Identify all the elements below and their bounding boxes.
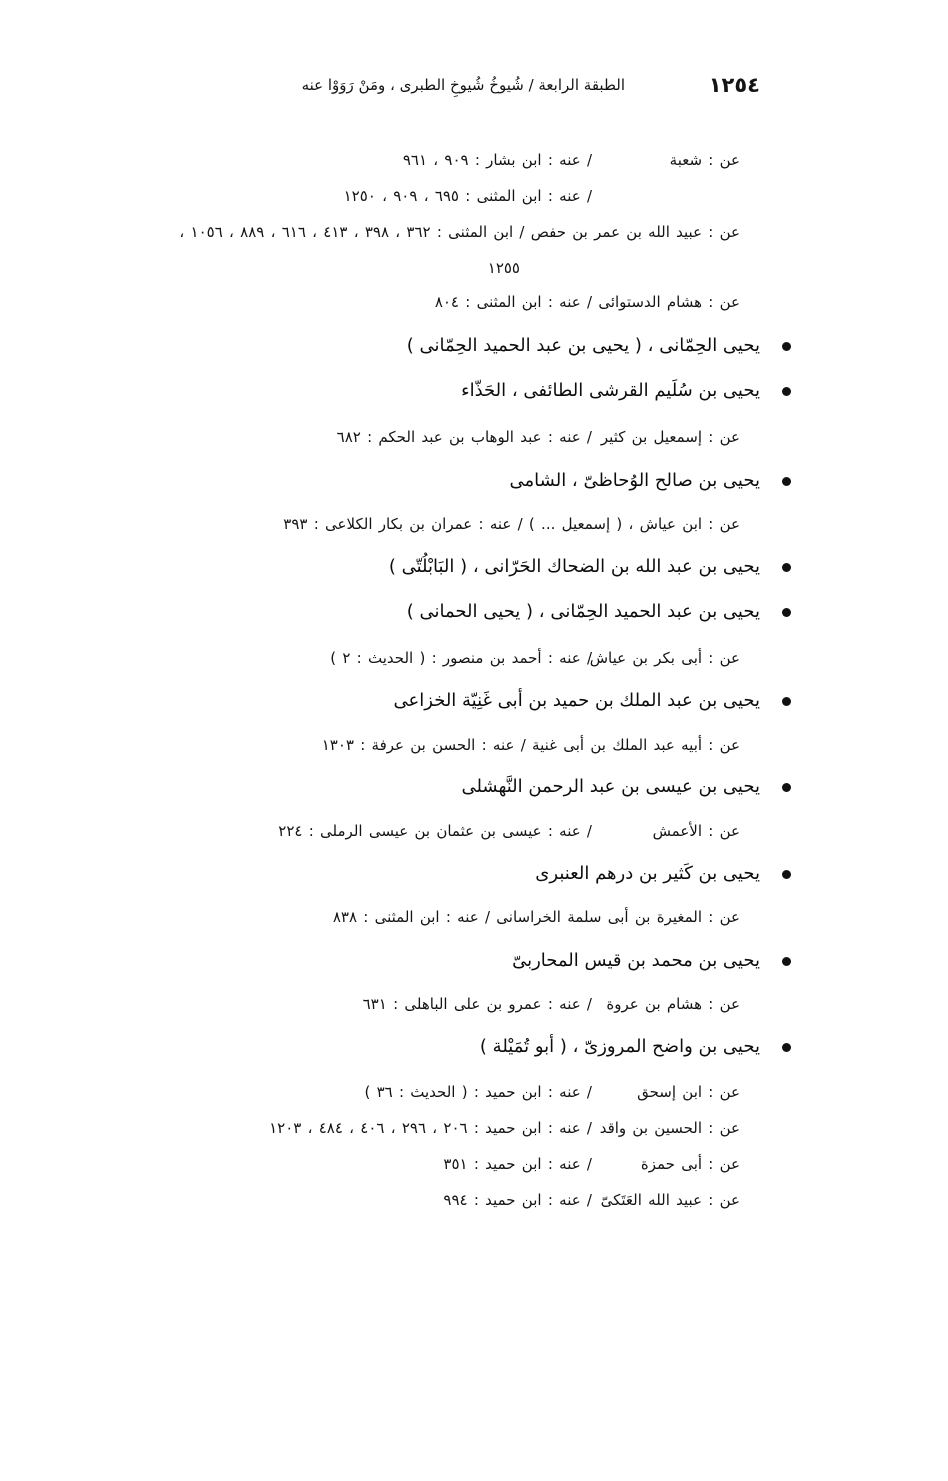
narrator-line: عن : المغيرة بن أبى سلمة الخراسانى / عنه : ابن المثنى : ٨٣٨ [332,908,740,926]
bullet-icon [782,342,791,351]
entry-name: يحيى بن عبد الملك بن حميد بن أبى غَنِيّة الخزاعى [393,690,760,711]
narrated-by: / عنه : ابن حميد : ( الحديث : ٣٦ ) [364,1083,592,1101]
narrator-row-continuation [0,256,948,280]
narrated-from: عن : الحسين بن واقد [599,1119,740,1137]
narrated-from: عن : أبى حمزة [640,1155,740,1173]
entry-heading [0,331,948,361]
entry-name: يحيى بن واضح المروزىّ ، ( أبو تُمَيْلة ) [479,1036,760,1057]
narrated-by: / عنه : عبد الوهاب بن عبد الحكم : ٦٨٢ [336,428,592,446]
narrated-by: / عنه : ابن حميد : ٣٥١ [443,1155,592,1173]
narrated-by: / عنه : ابن المثنى : ٨٠٤ [434,293,592,311]
narrated-from: عن : أبى بكر بن عياش [589,649,740,667]
narrator-row [0,1188,948,1212]
narrated-from: عن : إسمعيل بن كثير [600,428,740,446]
entry-name: يحيى بن عيسى بن عبد الرحمن النَّهشلى [461,776,760,797]
entry-name: يحيى بن عبد الحميد الحِمّانى ، ( يحيى الحمانى ) [406,601,760,622]
narrated-by: / عنه : ابن المثنى : ٦٩٥ ، ٩٠٩ ، ١٢٥٠ [343,187,592,205]
entry-heading [0,946,948,976]
entry-name: يحيى بن سُلَيم القرشى الطائفى ، الحَذّاء [461,380,760,401]
narrator-row [0,148,948,172]
narrator-row [0,1080,948,1104]
narrator-row [0,184,948,208]
narrated-by: / عنه : ابن بشار : ٩٠٩ ، ٩٦١ [402,151,592,169]
narrator-row [0,819,948,843]
narrated-by: / عنه : عمرو بن على الباهلى : ٦٣١ [362,995,592,1013]
narrated-by: / عنه : ابن حميد : ٩٩٤ [443,1191,592,1209]
entry-name: يحيى بن محمد بن قيس المحاربىّ [512,950,760,971]
entry-heading [0,376,948,406]
narrated-by: / عنه : ابن حميد : ٢٠٦ ، ٢٩٦ ، ٤٠٦ ، ٤٨٤ ، ١٢٠٣ [269,1119,592,1137]
narrator-row [0,905,948,929]
entry-heading [0,597,948,627]
bullet-icon [782,783,791,792]
running-title: الطبقة الرابعة / شُيوخُ شُيوخِ الطبرى ، ومَنْ رَوَوْا عنه [301,76,625,94]
narrator-line: عن : عبيد الله بن عمر بن حفص / ابن المثنى : ٣٦٢ ، ٣٩٨ ، ٤١٣ ، ٦١٦ ، ٨٨٩ ، ١٠٥٦ ، [179,223,740,241]
entry-name: يحيى بن كَثير بن درهم العنبرى [535,863,760,884]
narrated-from: عن : ابن إسحق [637,1083,740,1101]
narrator-row [0,512,948,536]
narrated-from: عن : الأعمش [652,822,740,840]
bullet-icon [782,870,791,879]
narrator-row [0,992,948,1016]
bullet-icon [782,608,791,617]
narrator-row [0,646,948,670]
narrator-line: عن : ابن عياش ، ( إسمعيل ... ) / عنه : عمران بن بكار الكلاعى : ٣٩٣ [283,515,740,533]
narrator-row [0,733,948,757]
narrated-from: عن : هشام الدستوائى [598,293,740,311]
narrated-from: عن : هشام بن عروة [606,995,740,1013]
narrated-from: عن : شعبة [669,151,740,169]
entry-name: يحيى بن عبد الله بن الضحاك الحَرّانى ، ( البَابْلُتّى ) [388,556,760,577]
entry-heading [0,466,948,496]
bullet-icon [782,697,791,706]
narrated-by: / عنه : أحمد بن منصور : ( الحديث : ٢ ) [330,649,592,667]
bullet-icon [782,957,791,966]
narrated-from: عن : عبيد الله العَتَكىّ [600,1191,740,1209]
page-number: ١٢٥٤ [708,73,760,97]
entry-heading [0,772,948,802]
entry-heading [0,1032,948,1062]
narrator-row [0,1116,948,1140]
bullet-icon [782,563,791,572]
bullet-icon [782,1043,791,1052]
entry-heading [0,552,948,582]
bullet-icon [782,387,791,396]
entry-name: يحيى الحِمّانى ، ( يحيى بن عبد الحميد الحِمّانى ) [406,335,760,356]
bullet-icon [782,477,791,486]
entry-heading [0,859,948,889]
narrated-by: / عنه : عيسى بن عثمان بن عيسى الرملى : ٢٢٤ [278,822,592,840]
page-reference: ١٢٥٥ [487,259,520,277]
narrator-row [0,220,948,244]
entry-heading [0,686,948,716]
narrator-row [0,425,948,449]
narrator-row [0,290,948,314]
narrator-line: عن : أبيه عبد الملك بن أبى غنية / عنه : الحسن بن عرفة : ١٣٠٣ [321,736,740,754]
narrator-row [0,1152,948,1176]
entry-name: يحيى بن صالح الوُحاظىّ ، الشامى [509,470,760,491]
